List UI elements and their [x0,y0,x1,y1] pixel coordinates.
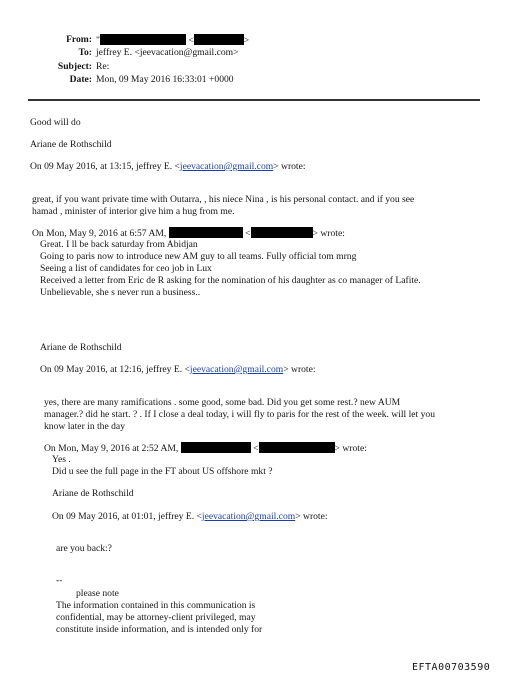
message-line: Yes . [52,454,71,465]
attribution-suffix: > wrote: [283,364,316,375]
redaction-bar [251,227,313,238]
attribution-suffix: > wrote: [312,228,345,239]
message-line: Received a letter from Eric de R asking for the nomination of his daughter as co manager of Lafite. [40,275,421,286]
redaction-bar [259,442,335,453]
from-value [96,34,249,47]
date-value: Mon, 09 May 2016 16:33:01 +0000 [96,74,234,85]
signature: Ariane de Rothschild [30,139,112,150]
from-quote: " [96,35,100,46]
signature: Ariane de Rothschild [40,342,122,353]
quote-attribution [30,161,306,173]
attribution-prefix: On 09 May 2016, at 13:15, jeffrey E. < [30,161,180,172]
redaction-bar [100,34,186,45]
quote-attribution [32,227,345,240]
notice-title: please note [76,588,119,599]
email-link[interactable]: jeevacation@gmail.com [189,364,284,375]
message-line: great, if you want private time with Outarra, , his niece Nina , is his personal contact. and if you see [32,194,415,205]
attribution-bracket: < [253,443,259,454]
email-link[interactable]: jeevacation@gmail.com [201,511,296,522]
signature: Ariane de Rothschild [52,488,134,499]
signature-separator: -- [56,575,63,586]
date-label: Date: [69,74,92,85]
message-line: are you back:? [56,543,112,554]
redaction-bar [194,34,244,45]
subject-value: Re: [96,61,110,72]
document-id: EFTA00703590 [412,662,491,673]
redaction-bar [181,442,251,453]
message-line: Going to paris now to introduce new AM guy to all teams. Fully official tom mrng [40,251,357,262]
from-bracket-close: > [243,35,250,46]
to-label: To: [78,47,92,58]
message-line: hamad , minister of interior give him a hug from me. [32,206,235,217]
attribution-bracket: < [245,228,251,239]
message-line: manager.? did he start. ? . If I close a deal today, i will fly to paris for the rest of the week. will let you [44,409,435,420]
attribution-prefix: On 09 May 2016, at 12:16, jeffrey E. < [40,364,190,375]
message-line: Seeing a list of candidates for ceo job in Lux [40,263,212,274]
email-link[interactable]: jeevacation@gmail.com [179,161,274,172]
attribution-prefix: On Mon, May 9, 2016 at 6:57 AM, [32,228,167,239]
reply-body: Good will do [30,117,81,128]
from-bracket-open: < [188,35,194,46]
message-line: know later in the day [44,421,125,432]
quote-attribution [40,364,316,376]
message-line: yes, there are many ramifications . some good, some bad. Did you get some rest.? new AUM [44,397,401,408]
attribution-suffix: > wrote: [273,161,306,172]
subject-label: Subject: [57,61,92,72]
notice-line: constitute inside information, and is intended only for [56,624,263,635]
message-line: Did u see the full page in the FT about US offshore mkt ? [52,466,273,477]
attribution-prefix: On Mon, May 9, 2016 at 2:52 AM, [44,443,179,454]
notice-line: The information contained in this communication is [56,600,256,611]
header-divider [28,99,480,101]
notice-line: confidential, may be attorney-client privileged, may [56,612,256,623]
attribution-prefix: On 09 May 2016, at 01:01, jeffrey E. < [52,511,202,522]
quote-attribution [52,511,328,523]
quote-attribution [44,442,367,455]
message-line: Unbelievable, she s never run a business.. [40,287,201,298]
attribution-suffix: > wrote: [295,511,328,522]
message-line: Great. I ll be back saturday from Abidjan [40,239,198,250]
from-label: From: [66,34,92,45]
redaction-bar [169,227,243,238]
attribution-suffix: > wrote: [334,443,367,454]
to-value: jeffrey E. <jeevacation@gmail.com> [96,47,239,58]
